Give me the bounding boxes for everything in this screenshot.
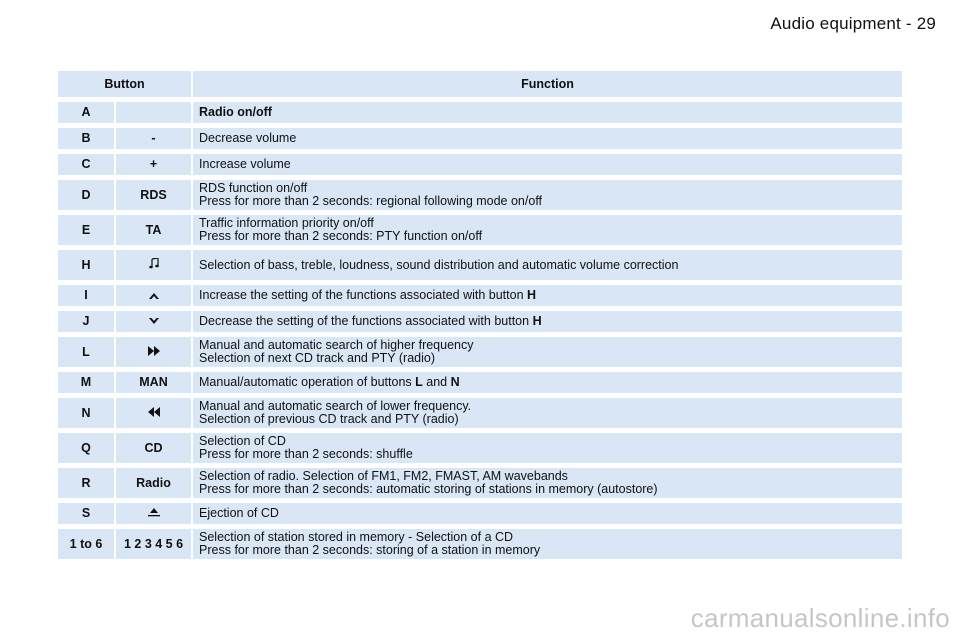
function-line: RDS function on/off — [199, 181, 308, 195]
function-line — [199, 376, 896, 389]
button-symbol: Radio — [116, 468, 191, 498]
button-symbol: TA — [116, 215, 191, 245]
function-description — [193, 433, 902, 463]
column-header-button: Button — [58, 71, 191, 97]
button-key: H — [58, 250, 114, 280]
function-line: Manual and automatic search of higher frequency — [199, 338, 474, 352]
function-description — [193, 154, 902, 175]
function-line: Press for more than 2 seconds: regional following mode on/off — [199, 194, 543, 208]
function-line — [199, 315, 896, 328]
table-row — [58, 128, 902, 149]
function-description — [193, 398, 902, 428]
button-key: S — [58, 503, 114, 524]
function-description — [193, 503, 902, 524]
function-line — [199, 289, 896, 302]
button-key: E — [58, 215, 114, 245]
referenced-button: H — [527, 288, 537, 302]
button-key: N — [58, 398, 114, 428]
button-symbol — [116, 503, 191, 524]
button-key: D — [58, 180, 114, 210]
table-row — [58, 398, 902, 428]
function-line: Press for more than 2 seconds: storing of a station in memory — [199, 543, 541, 557]
function-description — [193, 529, 902, 559]
function-line: Traffic information priority on/off — [199, 216, 374, 230]
button-key: 1 to 6 — [58, 529, 114, 559]
button-symbol — [116, 337, 191, 367]
watermark: carmanualsonline.info — [690, 603, 950, 633]
arrow-down-icon — [149, 317, 159, 328]
function-description — [193, 102, 902, 123]
table-row — [58, 337, 902, 367]
table-row — [58, 372, 902, 393]
function-line: Selection of next CD track and PTY (radio) — [199, 351, 436, 365]
function-line: Radio on/off — [199, 105, 272, 119]
button-key: I — [58, 285, 114, 306]
table-row — [58, 215, 902, 245]
referenced-button: L — [415, 375, 423, 389]
function-line: Selection of radio. Selection of FM1, FM2, FMAST, AM wavebands — [199, 469, 568, 483]
column-header-function: Function — [193, 71, 902, 97]
button-key: L — [58, 337, 114, 367]
button-symbol — [116, 398, 191, 428]
button-symbol — [116, 102, 191, 123]
table-row — [58, 102, 902, 123]
button-key: J — [58, 311, 114, 332]
button-symbol: CD — [116, 433, 191, 463]
button-key: M — [58, 372, 114, 393]
button-key: C — [58, 154, 114, 175]
button-symbol — [116, 250, 191, 280]
button-symbol: 1 2 3 4 5 6 — [116, 529, 191, 559]
function-line: Selection of previous CD track and PTY (radio) — [199, 412, 459, 426]
function-description — [193, 250, 902, 280]
referenced-button: N — [450, 375, 460, 389]
button-symbol — [116, 285, 191, 306]
function-line-text: Increase the setting of the functions associated with button — [199, 288, 527, 302]
button-key: A — [58, 102, 114, 123]
function-description — [193, 468, 902, 498]
function-line: Press for more than 2 seconds: shuffle — [199, 447, 413, 461]
function-line: Ejection of CD — [199, 506, 279, 520]
function-line-text: and — [422, 375, 451, 389]
music-note-icon — [149, 258, 159, 272]
function-description — [193, 128, 902, 149]
function-description — [193, 372, 902, 393]
table-row — [58, 154, 902, 175]
referenced-button: H — [532, 314, 542, 328]
function-line-text: Decrease the setting of the functions associated with button — [199, 314, 533, 328]
button-key: B — [58, 128, 114, 149]
arrow-up-icon — [149, 291, 159, 302]
button-symbol: MAN — [116, 372, 191, 393]
table-row — [58, 433, 902, 463]
function-description — [193, 285, 902, 306]
function-line: Increase volume — [199, 157, 291, 171]
button-key: R — [58, 468, 114, 498]
function-line: Decrease volume — [199, 131, 297, 145]
button-key: Q — [58, 433, 114, 463]
table-row — [58, 529, 902, 559]
function-description — [193, 311, 902, 332]
fast-forward-icon — [148, 346, 160, 359]
table-row — [58, 180, 902, 210]
button-symbol: + — [116, 154, 191, 175]
function-description — [193, 215, 902, 245]
audio-controls-table — [56, 66, 904, 564]
function-description — [193, 180, 902, 210]
button-symbol — [116, 311, 191, 332]
table-row — [58, 311, 902, 332]
table-row — [58, 285, 902, 306]
function-line-text: Manual/automatic operation of buttons — [199, 375, 416, 389]
button-symbol: RDS — [116, 180, 191, 210]
table-row — [58, 468, 902, 498]
function-line: Press for more than 2 seconds: automatic storing of stations in memory (autostore) — [199, 482, 658, 496]
function-line: Manual and automatic search of lower frequency. — [199, 399, 472, 413]
rewind-icon — [148, 407, 160, 420]
function-line: Selection of bass, treble, loudness, sound distribution and automatic volume correction — [199, 257, 679, 272]
eject-icon — [147, 507, 161, 520]
table-row — [58, 503, 902, 524]
table-header-row — [58, 71, 902, 97]
table-row — [58, 250, 902, 280]
function-line: Selection of station stored in memory - Selection of a CD — [199, 530, 514, 544]
function-line: Press for more than 2 seconds: PTY function on/off — [199, 229, 483, 243]
page-title: Audio equipment - 29 — [770, 14, 936, 33]
function-line: Selection of CD — [199, 434, 286, 448]
function-description — [193, 337, 902, 367]
button-symbol: - — [116, 128, 191, 149]
